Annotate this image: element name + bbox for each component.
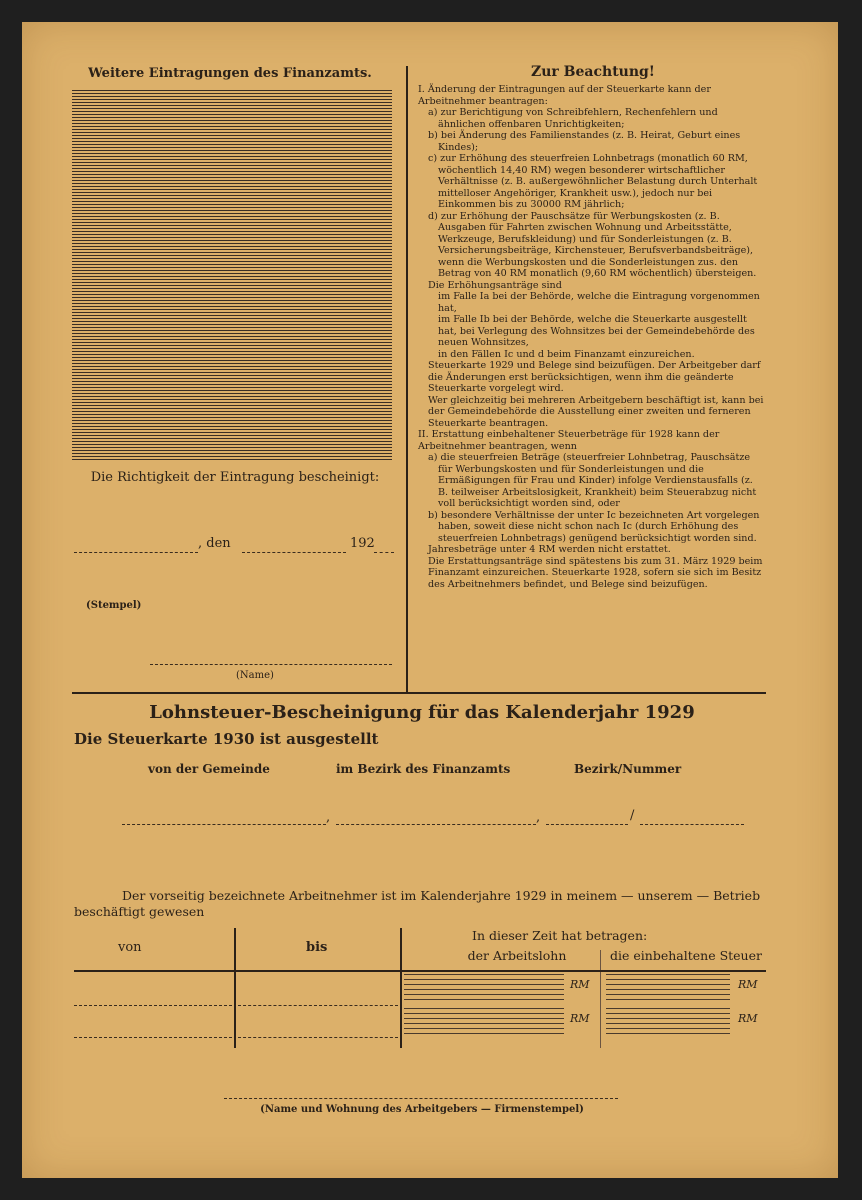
notes-item2-a: a) die steuerfreien Beträge (steuerfreier Lohnbetrag, Pauschsätze für Werbungskosten und für Sonderleistungen und die Ermäßigungen für Frau und Kinder) infolge Verdienstausfalls (z. B. teilweiser Arbeitslosigkeit, Krankheit) beim Steuerabzug nicht voll berücksichtigt worden sind, oder xyxy=(428,452,757,509)
employer-label: (Name und Wohnung des Arbeitgebers — Firmenstempel) xyxy=(260,1104,584,1115)
year-line[interactable] xyxy=(374,552,394,553)
tax-office-input[interactable] xyxy=(336,824,536,825)
district-number-label: Bezirk/Nummer xyxy=(574,762,682,776)
table-vline-2 xyxy=(400,928,402,1048)
row2-wage[interactable] xyxy=(404,1008,564,1038)
notes-requests-docs: Steuerkarte 1929 und Belege sind beizufügen. Der Arbeitgeber darf die Änderungen erst berücksichtigen, wenn ihm die geänderte Steuerkarte vorgelegt wird. xyxy=(428,360,761,394)
notes-requests-cd: in den Fällen Ic und d beim Finanzamt einzureichen. xyxy=(438,348,695,360)
employer-line[interactable] xyxy=(224,1098,618,1099)
row1-tax[interactable] xyxy=(606,974,730,1004)
further-entries-title: Weitere Eintragungen des Finanzamts. xyxy=(88,66,372,81)
row1-wage[interactable] xyxy=(404,974,564,1004)
notes-section1-heading: I. Änderung der Eintragungen auf der Steuerkarte kann der Arbeitnehmer beantragen: xyxy=(418,84,711,107)
table-header-from: von xyxy=(118,940,142,955)
employment-text: Der vorseitig bezeichnete Arbeitnehmer ist im Kalenderjahre 1929 in meinem — unserem — Betrieb beschäftigt gewesen xyxy=(74,888,761,919)
place-line[interactable] xyxy=(74,552,198,553)
row1-wage-currency: RM xyxy=(570,978,590,991)
table-vline-1 xyxy=(234,928,236,1048)
table-header-rule xyxy=(74,970,766,972)
municipality-input[interactable] xyxy=(122,824,326,825)
district-number-input-2[interactable] xyxy=(640,824,744,825)
name-label: (Name) xyxy=(236,670,274,681)
notes-requests-a: im Falle Ia bei der Behörde, welche die Eintragung vorgenommen hat, xyxy=(438,291,760,314)
column-divider xyxy=(406,66,408,692)
notes-item-b: b) bei Änderung des Familienstandes (z. B. Heirat, Geburt eines Kindes); xyxy=(428,130,741,153)
notes-deadline: Die Erstattungsanträge sind spätestens bis zum 31. März 1929 beim Finanzamt einzureichen. Steuerkarte 1928, sofern sie sich im Besitz des Arbeitnehmers befindet, und Belege sind beizufügen. xyxy=(428,555,763,590)
table-header-wage: der Arbeitslohn xyxy=(467,948,567,963)
form-sheet xyxy=(22,22,838,1178)
comma-1: , xyxy=(326,810,331,825)
row1-from[interactable] xyxy=(74,1005,232,1006)
notes-item-c: c) zur Erhöhung des steuerfreien Lohnbetrags (monatlich 60 RM, wöchentlich 14,40 RM) wegen besonderer wirtschaftlicher Verhältnisse (z. B. außergewöhnlicher Belastung durch Unterhalt mittelloser Angehöriger, Krankheit usw.), jedoch nur bei Einkommen bis zu 30000 RM jährlich; xyxy=(428,153,758,210)
date-line[interactable] xyxy=(242,552,346,553)
tax-office-label: im Bezirk des Finanzamts xyxy=(336,762,511,776)
row2-tax-currency: RM xyxy=(738,1012,758,1025)
notes-body xyxy=(418,84,764,590)
notes-section2-heading: II. Erstattung einbehaltener Steuerbeträge für 1928 kann der Arbeitnehmer beantragen, wenn xyxy=(418,429,720,452)
slash: / xyxy=(630,808,635,823)
certify-label: Die Richtigkeit der Eintragung bescheinigt: xyxy=(90,470,380,485)
notes-item2-b: b) besondere Verhältnisse der unter Ic bezeichneten Art vorgelegen haben, soweit diese nicht schon nach Ic (durch Erhöhung des steuerfreien Lohnbetrags) genügend berücksichtigt worden sind. xyxy=(428,509,760,544)
notes-multiple-employers: Wer gleichzeitig bei mehreren Arbeitgebern beschäftigt ist, kann bei der Gemeindebehörde die Ausstellung einer zweiten und ferneren Steuerkarte beantragen. xyxy=(428,394,764,429)
entries-hatched-area xyxy=(72,90,392,460)
row1-tax-currency: RM xyxy=(738,978,758,991)
row2-tax[interactable] xyxy=(606,1008,730,1038)
section-divider xyxy=(72,692,766,694)
signature-line[interactable] xyxy=(150,664,392,665)
row2-to[interactable] xyxy=(238,1037,398,1038)
row2-wage-currency: RM xyxy=(570,1012,590,1025)
notes-requests-b: im Falle Ib bei der Behörde, welche die Steuerkarte ausgestellt hat, bei Verlegung des Wohnsitzes bei der Gemeindebehörde des neuen Wohnsitzes, xyxy=(438,314,755,348)
comma-2: , xyxy=(536,810,541,825)
row1-to[interactable] xyxy=(238,1005,398,1006)
table-header-tax: die einbehaltene Steuer xyxy=(610,948,762,963)
table-header-to: bis xyxy=(306,940,328,955)
table-vline-3 xyxy=(600,950,601,1048)
municipality-label: von der Gemeinde xyxy=(148,762,270,776)
table-group-header: In dieser Zeit hat betragen: xyxy=(472,928,648,943)
notes-requests-intro: Die Erhöhungsanträge sind xyxy=(428,279,562,291)
stamp-label: (Stempel) xyxy=(86,600,142,611)
notes-title: Zur Beachtung! xyxy=(531,64,655,80)
notes-item-d: d) zur Erhöhung der Pauschsätze für Werbungskosten (z. B. Ausgaben für Fahrten zwischen Wohnung und Arbeitsstätte, Werkzeuge, Berufskleidung) und für Sonderleistungen (z. B. Versicherungsbeiträge, Kirchensteuer, Berufsverbandsbeiträge), wenn die Werbungskosten und die Sonderleistungen zus. den Betrag von 40 RM monatlich (9,60 RM wöchentlich) übersteigen. xyxy=(428,210,757,279)
year-prefix: 192 xyxy=(350,536,375,551)
district-number-input[interactable] xyxy=(546,824,628,825)
row2-from[interactable] xyxy=(74,1037,232,1038)
den-label: , den xyxy=(198,536,231,551)
notes-annual-amounts: Jahresbeträge unter 4 RM werden nicht erstattet. xyxy=(428,544,671,555)
certificate-subtitle: Die Steuerkarte 1930 ist ausgestellt xyxy=(74,730,379,748)
notes-item-a: a) zur Berichtigung von Schreibfehlern, Rechenfehlern und ähnlichen offenbaren Unrichtigkeiten; xyxy=(428,107,718,130)
certificate-title: Lohnsteuer-Bescheinigung für das Kalenderjahr 1929 xyxy=(149,702,695,723)
